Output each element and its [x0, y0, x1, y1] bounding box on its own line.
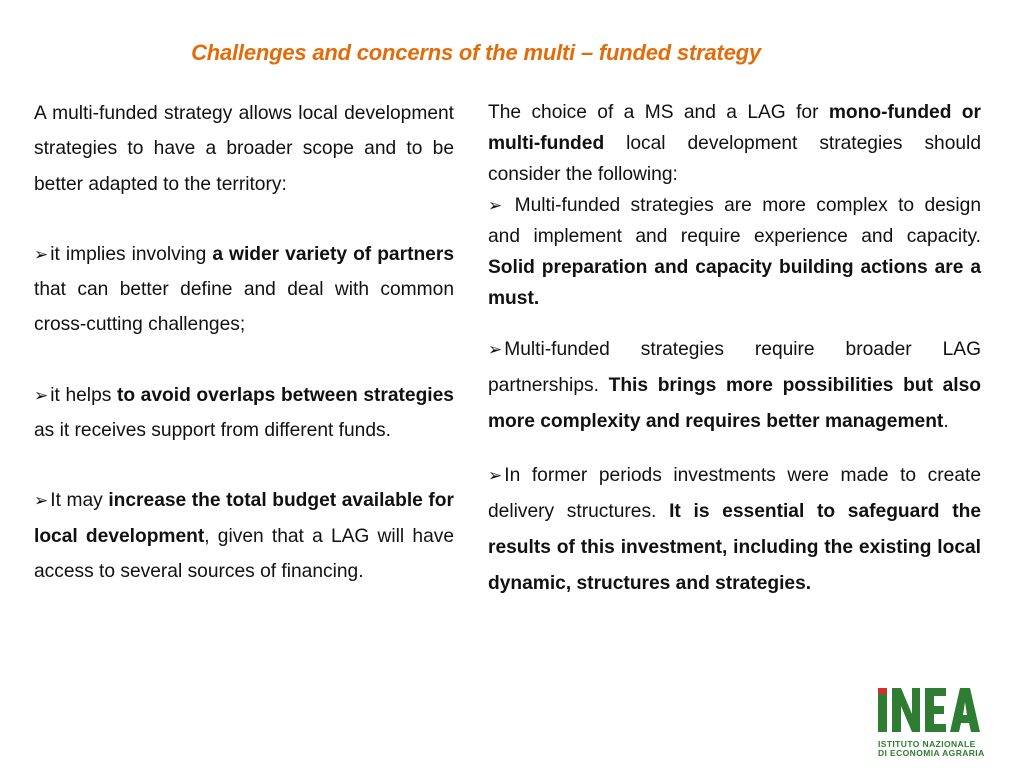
left-bullet-1: ➢ it implies involving a wider variety of partners that can better define and deal with common cross-cutting challenges;: [34, 243, 454, 336]
left-bullet-3: ➢ It may increase the total budget available for local development, given that a LAG will have access to several sources of financing.: [34, 490, 454, 582]
arrow-bullet-icon: ➢: [34, 491, 49, 511]
left-column: [34, 96, 454, 589]
right-bullet-1: ➢ Multi-funded strategies are more complex to design and implement and require experience and capacity. Solid preparation and capacity building actions are a must.: [488, 195, 981, 309]
arrow-bullet-icon: ➢: [34, 244, 49, 264]
arrow-bullet-icon: ➢: [488, 196, 503, 215]
slide-title: Challenges and concerns of the multi – funded strategy: [191, 40, 761, 65]
inea-logo-mark-icon: [874, 682, 986, 738]
inea-logo: [874, 682, 986, 758]
left-intro: A multi-funded strategy allows local development strategies to have a broader scope and to be better adapted to the territory:: [34, 103, 454, 195]
left-bullet-2: ➢ it helps to avoid overlaps between strategies as it receives support from different funds.: [34, 384, 454, 442]
right-bullet-2: ➢ Multi-funded strategies require broader LAG partnerships. This brings more possibilities but also more complexity and requires better management.: [488, 339, 982, 432]
right-bullet-3: ➢ In former periods investments were made to create delivery structures. It is essential to safeguard the results of this investment, including the existing local dynamic, structures and strategies.: [488, 465, 981, 594]
arrow-bullet-icon: ➢: [488, 466, 503, 485]
right-column: [488, 97, 981, 602]
right-intro: The choice of a MS and a LAG for mono-funded or multi-funded local development strategies should consider the following:: [488, 102, 981, 185]
arrow-bullet-icon: ➢: [488, 340, 503, 359]
arrow-bullet-icon: ➢: [34, 385, 49, 405]
logo-caption: ISTITUTO NAZIONALE DI ECONOMIA AGRARIA: [878, 739, 985, 758]
